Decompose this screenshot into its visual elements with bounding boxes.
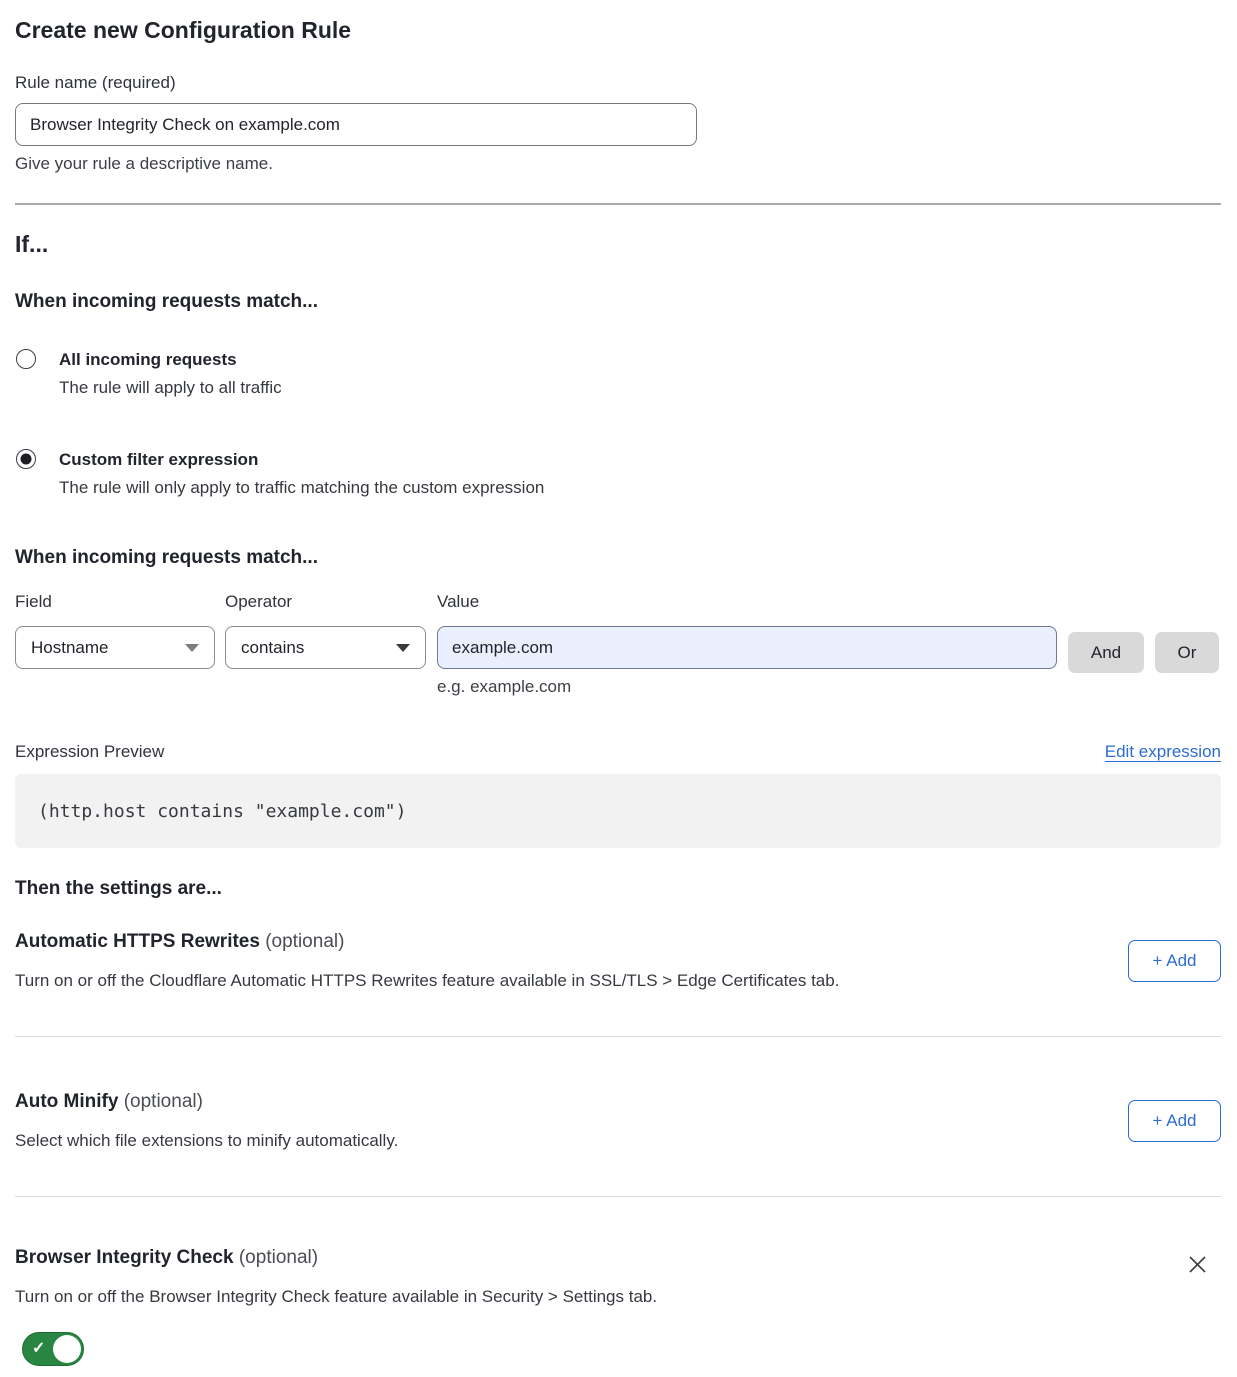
if-heading: If... [15, 231, 49, 257]
edit-expression-link[interactable]: Edit expression [1104, 742, 1221, 761]
filter-builder-row [15, 593, 1221, 696]
setting-description: Turn on or off the Cloudflare Automatic HTTPS Rewrites feature available in SSL/TLS > Edge Certificates tab. [15, 971, 840, 990]
rule-name-help: Give your rule a descriptive name. [15, 154, 273, 173]
setting-optional-tag: (optional) [238, 1247, 319, 1268]
setting-description: Select which file extensions to minify automatically. [15, 1131, 399, 1150]
setting-name: Auto Minify (optional) [15, 1091, 203, 1112]
radio-option-label: All incoming requests [59, 350, 237, 369]
operator-select[interactable] [225, 626, 426, 669]
operator-select-value: contains [241, 637, 305, 657]
setting-browser-integrity-check [15, 1246, 1221, 1371]
then-settings-heading: Then the settings are... [15, 878, 222, 899]
radio-option-description: The rule will apply to all traffic [59, 378, 282, 397]
radio-option-label: Custom filter expression [59, 450, 259, 469]
value-help: e.g. example.com [437, 677, 572, 696]
field-select-value: Hostname [31, 637, 109, 657]
setting-divider [15, 1196, 1221, 1197]
and-button[interactable]: And [1068, 632, 1144, 673]
remove-setting-button[interactable] [1185, 1254, 1209, 1278]
setting-name: Automatic HTTPS Rewrites (optional) [15, 931, 345, 952]
field-label: Field [15, 592, 52, 611]
radio-button-checked[interactable] [16, 449, 36, 469]
setting-name: Browser Integrity Check (optional) [15, 1247, 319, 1268]
radio-option-custom-filter-expression[interactable] [15, 449, 1221, 499]
or-button[interactable]: Or [1155, 632, 1219, 673]
chevron-down-icon [185, 644, 199, 652]
radio-option-description: The rule will only apply to traffic matching the custom expression [59, 478, 545, 497]
setting-divider [15, 1036, 1221, 1037]
close-icon [1187, 1254, 1208, 1278]
setting-automatic-https-rewrites [15, 930, 1221, 991]
expression-code-text: (http.host contains "example.com") [38, 800, 407, 822]
operator-label: Operator [225, 592, 293, 611]
section-divider [15, 203, 1221, 205]
add-auto-minify-button[interactable]: + Add [1128, 1100, 1221, 1142]
setting-description: Turn on or off the Browser Integrity Check feature available in Security > Settings tab. [15, 1287, 658, 1306]
expression-preview-header [15, 742, 1221, 762]
setting-optional-tag: (optional) [123, 1091, 203, 1112]
rule-name-label: Rule name (required) [15, 73, 176, 92]
chevron-down-icon [396, 644, 410, 652]
expression-preview-label: Expression Preview [15, 742, 165, 761]
setting-auto-minify [15, 1090, 1221, 1151]
when-match-heading: When incoming requests match... [15, 291, 318, 312]
page-title: Create new Configuration Rule [15, 17, 352, 43]
rule-name-input[interactable] [15, 103, 697, 146]
filter-builder-heading: When incoming requests match... [15, 547, 318, 568]
radio-option-all-incoming-requests[interactable] [15, 349, 1221, 399]
check-icon: ✓ [32, 1340, 46, 1357]
setting-optional-tag: (optional) [265, 931, 345, 952]
browser-integrity-check-toggle[interactable] [22, 1332, 84, 1366]
expression-preview-code [15, 774, 1221, 848]
radio-button-unchecked[interactable] [16, 349, 36, 369]
field-select[interactable] [15, 626, 215, 669]
value-input[interactable] [437, 626, 1057, 669]
toggle-knob[interactable] [53, 1335, 81, 1363]
value-label: Value [437, 592, 480, 611]
add-automatic-https-rewrites-button[interactable]: + Add [1128, 940, 1221, 982]
